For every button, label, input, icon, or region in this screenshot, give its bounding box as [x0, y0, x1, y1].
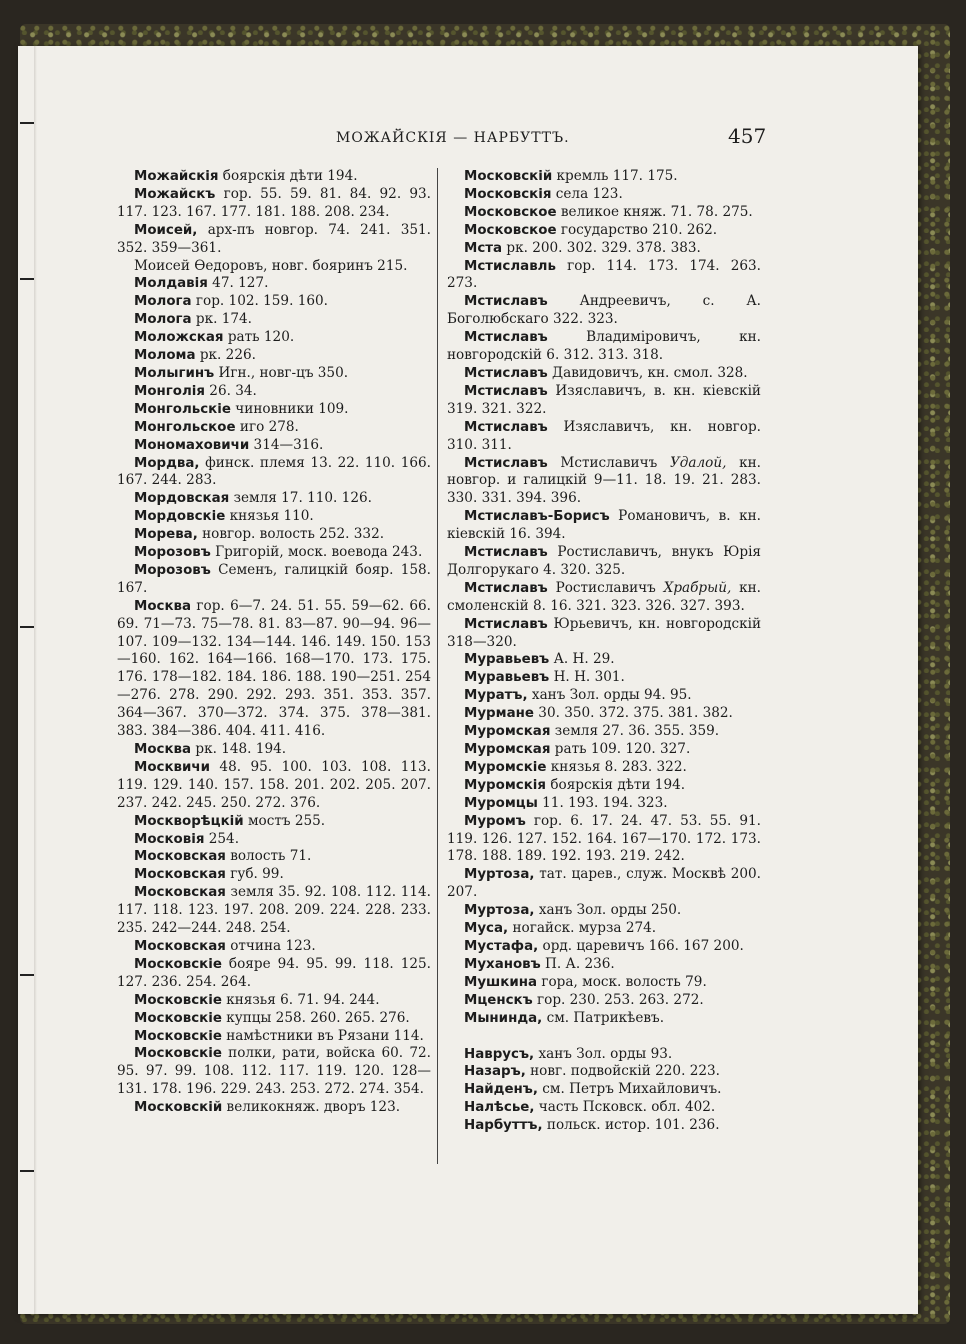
index-references: рк. 148. 194. [191, 741, 287, 757]
index-references: государство 210. 262. [556, 221, 718, 238]
index-headword: Московская [134, 867, 226, 883]
index-references: земля 27. 36. 355. 359. [550, 723, 720, 740]
index-headword: Мценскъ [464, 992, 533, 1008]
index-references: гор. 114. 173. 174. 263. 273. [447, 257, 761, 292]
index-references: новгор. волость 252. 332. [197, 526, 385, 543]
binding-stitch [20, 974, 34, 976]
index-headword: Московія [134, 831, 205, 847]
index-headword: Мстиславъ [464, 580, 548, 596]
index-headword: Московскій [134, 1100, 223, 1116]
index-headword: Муртоза, [464, 867, 535, 883]
index-headword: Муромъ [464, 813, 526, 829]
index-entry [447, 813, 761, 867]
index-references: П. А. 236. [540, 955, 615, 972]
index-references: ханъ Зол. орды 250. [534, 902, 682, 919]
index-entry [117, 329, 431, 347]
index-headword: Мстиславль [464, 258, 556, 274]
index-entry [117, 848, 431, 866]
index-entry [447, 580, 761, 616]
index-references: польск. истор. 101. 236. [542, 1117, 720, 1134]
index-references: 11. 193. 194. 323. [537, 794, 668, 811]
index-entry [447, 1046, 761, 1064]
index-references: мостъ 255. [243, 812, 326, 829]
index-references: Ростиславичъ, внукъ Юрія Долгорукаго 4. 320. 325. [447, 544, 761, 578]
index-references: гор. 102. 159. 160. [191, 293, 328, 310]
index-headword: Муртоза, [464, 903, 535, 919]
index-references: земля 17. 110. 126. [229, 490, 372, 507]
index-headword: Наврусъ, [464, 1046, 535, 1062]
index-references: кремль 117. 175. [552, 168, 678, 184]
index-entry [117, 383, 431, 401]
index-entry [117, 311, 431, 329]
index-headword: Моисей, [134, 222, 198, 238]
index-entry [117, 419, 431, 437]
index-references: орд. царевичъ 166. 167 200. [538, 937, 744, 954]
index-entry [447, 705, 761, 723]
index-references: ногайск. мурза 274. [508, 920, 657, 937]
index-headword: Мухановъ [464, 956, 541, 972]
index-headword: Молдавія [134, 276, 208, 292]
index-headword: Муромскіе [464, 759, 547, 775]
index-references: Моисей Ѳедоровъ, новг. бояринъ 215. [134, 257, 408, 274]
index-headword: Московскіе [134, 956, 222, 972]
index-headword: Москва [134, 742, 192, 757]
index-headword: Мордовскіе [134, 509, 226, 525]
index-headword: Москвичи [134, 759, 210, 775]
index-references: рк. 174. [191, 311, 253, 328]
index-references: князья 110. [225, 508, 314, 525]
index-entry [117, 1028, 431, 1046]
index-headword: Молыгинъ [134, 365, 215, 381]
index-headword: Моложская [134, 330, 224, 346]
index-entry [447, 293, 761, 329]
index-references: тат. царев., служ. Москвѣ 200. 207. [447, 866, 761, 901]
binding-stitch [20, 278, 34, 280]
index-references: кн. новгор. и галицкій 9—11. 18. 19. 21. 283. 330. 331. 394. 396. [447, 454, 761, 507]
index-entry [447, 1099, 761, 1117]
index-headword: Мушкина [464, 974, 538, 990]
index-references: Игн., новг-цъ 350. [214, 364, 349, 381]
index-entry [117, 455, 431, 491]
index-headword: Мстиславъ [464, 455, 548, 471]
index-headword: Муромская [464, 742, 551, 757]
index-entry [447, 168, 761, 186]
index-headword: Мурмане [464, 706, 534, 722]
index-references: рать 120. [223, 329, 295, 346]
index-headword: Монгольское [134, 419, 236, 435]
running-head: МОЖАЙСКІЯ — НАРБУТТЪ. [336, 130, 570, 146]
index-references: Изяславичъ, кн. новгор. 310. 311. [447, 418, 761, 453]
index-entry [447, 956, 761, 974]
index-entry [447, 1063, 761, 1081]
index-references: села 123. [551, 185, 623, 202]
index-references: 30. 350. 372. 375. 381. 382. [533, 705, 733, 722]
index-entry [447, 992, 761, 1010]
index-references: Владиміровичъ, кн. новгородскій 6. 312. 313. 318. [447, 329, 761, 364]
index-entry [117, 866, 431, 884]
index-references: новг. подвойскій 220. 223. [525, 1063, 720, 1080]
index-references: отчина 123. [225, 937, 316, 954]
index-references: князья 6. 71. 94. 244. [221, 991, 380, 1008]
index-entry [447, 419, 761, 455]
index-headword: Московскіе [134, 1028, 222, 1044]
index-headword: Муромская [464, 724, 551, 740]
index-references: Романовичъ, в. кн. кіевскій 16. 394. [447, 508, 761, 543]
index-references: чиновники 109. [230, 400, 349, 417]
index-entry [117, 490, 431, 508]
index-entry [447, 920, 761, 938]
index-headword: Морева, [134, 527, 198, 543]
index-references: см. Патрикѣевъ. [542, 1009, 665, 1026]
index-entry [447, 222, 761, 240]
binding-stitch [20, 122, 34, 124]
index-entry [117, 598, 431, 741]
index-headword: Мордва, [134, 455, 200, 471]
index-headword: Москва [134, 598, 192, 614]
index-references: гор. 6. 17. 24. 47. 53. 55. 91. 119. 126. 127. 152. 164. 167—170. 172. 173. 178. 188. 189. 192. 193. 219. 242. [447, 812, 761, 865]
index-references: 47. 127. [207, 275, 269, 292]
index-headword: Муратъ, [464, 688, 528, 704]
index-references: бояре 94. 95. 99. 118. 125. 127. 236. 254. 264. [117, 955, 431, 990]
index-headword: Мордовская [134, 491, 230, 507]
binding-stitch [20, 1170, 34, 1172]
index-headword: Морозовъ [134, 562, 211, 578]
index-entry [117, 258, 431, 276]
index-references: ханъ Зол. орды 93. [534, 1045, 673, 1062]
index-headword: Мономаховичи [134, 437, 250, 453]
index-headword: Московскія [464, 186, 552, 202]
index-headword: Московскіе [134, 992, 222, 1008]
index-headword: Мста [464, 240, 503, 256]
index-references: купцы 258. 260. 265. 276. [221, 1009, 410, 1026]
index-references: Григорій, моск. воевода 243. [210, 544, 423, 561]
index-references: гор. 6—7. 24. 51. 55. 59—62. 66. 69. 71—73. 75—78. 81. 83—87. 90—94. 96—107. 109—132. 134—144. 146. 149. 150. 153—160. 162. 164—166. 168—170. 173. 175. 176. 178—182. 184. 186. 188. 190—251. 254—276. 278. 290. 292. 293. 351. 353. 357. 364—367. 370—372. 374. 375. 378—381. 383. 384—386. 404. 411. 416. [117, 597, 431, 740]
index-references: земля 35. 92. 108. 112. 114. 117. 118. 123. 197. 208. 209. 224. 228. 233. 235. 242—244. 248. 254. [117, 884, 431, 937]
index-headword: Мстиславъ [464, 330, 548, 346]
index-references: Семенъ, галицкій бояр. 158. 167. [117, 561, 431, 596]
index-entry [447, 759, 761, 777]
index-references: см. Петръ Михайловичъ. [537, 1081, 722, 1098]
index-references: боярскія дѣти 194. [546, 776, 686, 793]
index-references: губ. 99. [225, 866, 284, 883]
index-references: гор. 55. 59. 81. 84. 92. 93. 117. 123. 167. 177. 181. 188. 208. 234. [117, 185, 431, 220]
index-headword: Мынинда, [464, 1010, 543, 1026]
index-references: намѣстники въ Рязани 114. [221, 1027, 424, 1044]
index-entry [447, 616, 761, 652]
index-headword: Муса, [464, 921, 509, 937]
index-entry [447, 669, 761, 687]
index-headword: Московская [134, 849, 226, 865]
index-references: иго 278. [235, 418, 299, 435]
index-entry [117, 938, 431, 956]
index-entry [447, 240, 761, 258]
index-entry [117, 759, 431, 813]
index-headword: Московскій [464, 169, 553, 184]
index-headword: Московскіе [134, 1010, 222, 1026]
index-entry [447, 1010, 761, 1028]
index-entry [117, 813, 431, 831]
index-references: гор. 230. 253. 263. 272. [532, 991, 704, 1008]
index-entry [117, 437, 431, 455]
index-column-left [117, 168, 431, 1117]
index-references: арх-пъ новгор. 74. 241. 351. 352. 359—361. [117, 221, 431, 256]
index-references: 26. 34. [204, 382, 257, 399]
page-number: 457 [728, 124, 767, 148]
binding-stitch [20, 626, 34, 628]
index-headword: Мстиславъ [464, 365, 548, 381]
index-headword: Молога [134, 312, 192, 328]
index-references: Давидовичъ, кн. смол. 328. [547, 364, 748, 381]
index-epithet: Храбрый, [663, 579, 732, 596]
index-references: великое княж. 71. 78. 275. [556, 203, 753, 220]
index-references: рать 109. 120. 327. [550, 741, 691, 757]
index-entry [117, 992, 431, 1010]
index-entry [117, 526, 431, 544]
index-headword: Муравьевъ [464, 670, 550, 686]
index-references: часть Псковск. обл. 402. [534, 1099, 716, 1116]
index-headword: Московское [464, 222, 557, 238]
index-headword: Нарбуттъ, [464, 1118, 543, 1134]
index-headword: Мустафа, [464, 938, 539, 954]
index-entry [117, 508, 431, 526]
index-entry [447, 383, 761, 419]
column-divider [437, 168, 438, 1164]
index-headword: Мстиславъ-Борисъ [464, 509, 610, 525]
index-entry [447, 795, 761, 813]
index-headword: Мстиславъ [464, 616, 548, 632]
index-headword: Муромцы [464, 795, 538, 811]
index-entry [447, 687, 761, 705]
index-entry [447, 974, 761, 992]
index-entry [447, 1117, 761, 1135]
index-headword: Мстиславъ [464, 294, 548, 310]
index-epithet: Удалой, [669, 454, 727, 471]
index-entry [447, 1081, 761, 1099]
index-references: волость 71. [225, 848, 312, 865]
index-entry [117, 293, 431, 311]
index-references: рк. 200. 302. 329. 378. 383. [502, 239, 701, 256]
index-references: 314—316. [249, 436, 324, 453]
index-entry [117, 222, 431, 258]
index-headword: Московскіе [134, 1046, 222, 1062]
index-entry [117, 1045, 431, 1099]
index-headword: Назаръ, [464, 1064, 526, 1080]
index-entry [447, 329, 761, 365]
index-entry [447, 938, 761, 956]
index-column-right [447, 168, 761, 1135]
index-references: великокняж. дворъ 123. [222, 1099, 401, 1116]
index-references: Ростиславичъ [547, 579, 664, 596]
index-entry [447, 365, 761, 383]
index-headword: Монгольскіе [134, 401, 231, 417]
index-entry [117, 275, 431, 293]
index-references: 254. [204, 830, 240, 847]
index-entry [117, 1099, 431, 1117]
index-headword: Московская [134, 938, 226, 954]
index-headword: Монголія [134, 383, 205, 399]
index-headword: Московская [134, 885, 226, 901]
index-entry [447, 902, 761, 920]
index-entry [447, 544, 761, 580]
index-entry [447, 651, 761, 669]
index-references: Изяславичъ, в. кн. кіевскій 319. 321. 322. [447, 382, 761, 417]
index-entry [117, 562, 431, 598]
index-entry [447, 455, 761, 509]
index-entry [447, 741, 761, 759]
index-entry [447, 866, 761, 902]
index-entry [447, 723, 761, 741]
index-entry [447, 186, 761, 204]
index-headword: Мстиславъ [464, 419, 548, 435]
index-headword: Мстиславъ [464, 383, 548, 399]
index-entry [447, 508, 761, 544]
index-references: А. Н. 29. [549, 651, 615, 668]
index-entry [447, 777, 761, 795]
index-headword: Можайскъ [134, 186, 216, 202]
index-entry [447, 204, 761, 222]
index-entry [117, 741, 431, 759]
index-entry [117, 956, 431, 992]
index-entry [117, 884, 431, 938]
index-references: финск. племя 13. 22. 110. 166. 167. 244. 283. [117, 454, 431, 489]
index-headword: Можайскія [134, 169, 219, 184]
index-references: Андреевичъ, с. А. Боголюбскаго 322. 323. [447, 293, 761, 328]
index-headword: Морозовъ [134, 545, 211, 561]
index-references: боярскія дѣти 194. [218, 168, 358, 184]
index-references: Н. Н. 301. [549, 669, 625, 686]
index-headword: Муравьевъ [464, 652, 550, 668]
index-headword: Москворѣцкій [134, 813, 244, 829]
index-headword: Найденъ, [464, 1082, 538, 1098]
index-references: полки, рати, войска 60. 72. 95. 97. 99. 108. 112. 117. 119. 120. 128—131. 178. 196. 229. 243. 253. 272. 274. 354. [117, 1045, 431, 1098]
index-entry [117, 186, 431, 222]
index-entry [117, 831, 431, 849]
index-references: 48. 95. 100. 103. 108. 113. 119. 129. 140. 157. 158. 201. 202. 205. 207. 237. 242. 245. 250. 272. 376. [117, 758, 431, 811]
index-headword: Молома [134, 348, 196, 364]
index-entry [117, 168, 431, 186]
index-entry [117, 401, 431, 419]
index-entry [117, 544, 431, 562]
index-references: Мстиславичъ [547, 454, 670, 471]
index-references: кн. смоленскій 8. 16. 321. 323. 326. 327. 393. [447, 579, 761, 614]
index-references: князья 8. 283. 322. [546, 758, 687, 775]
index-references: ханъ Зол. орды 94. 95. [527, 687, 692, 704]
index-headword: Молога [134, 294, 192, 310]
index-entry [117, 365, 431, 383]
index-headword: Мстиславъ [464, 545, 548, 561]
index-entry [117, 1010, 431, 1028]
index-headword: Налѣсье, [464, 1100, 535, 1116]
index-references: Юрьевичъ, кн. новгородскій 318—320. [447, 615, 761, 650]
index-references: рк. 226. [195, 347, 256, 364]
index-entry [447, 258, 761, 294]
index-headword: Московское [464, 204, 557, 220]
index-headword: Муромскія [464, 777, 546, 793]
page-gutter [34, 46, 37, 1314]
index-entry [117, 347, 431, 365]
section-gap [447, 1028, 761, 1046]
index-references: гора, моск. волость 79. [537, 973, 707, 990]
